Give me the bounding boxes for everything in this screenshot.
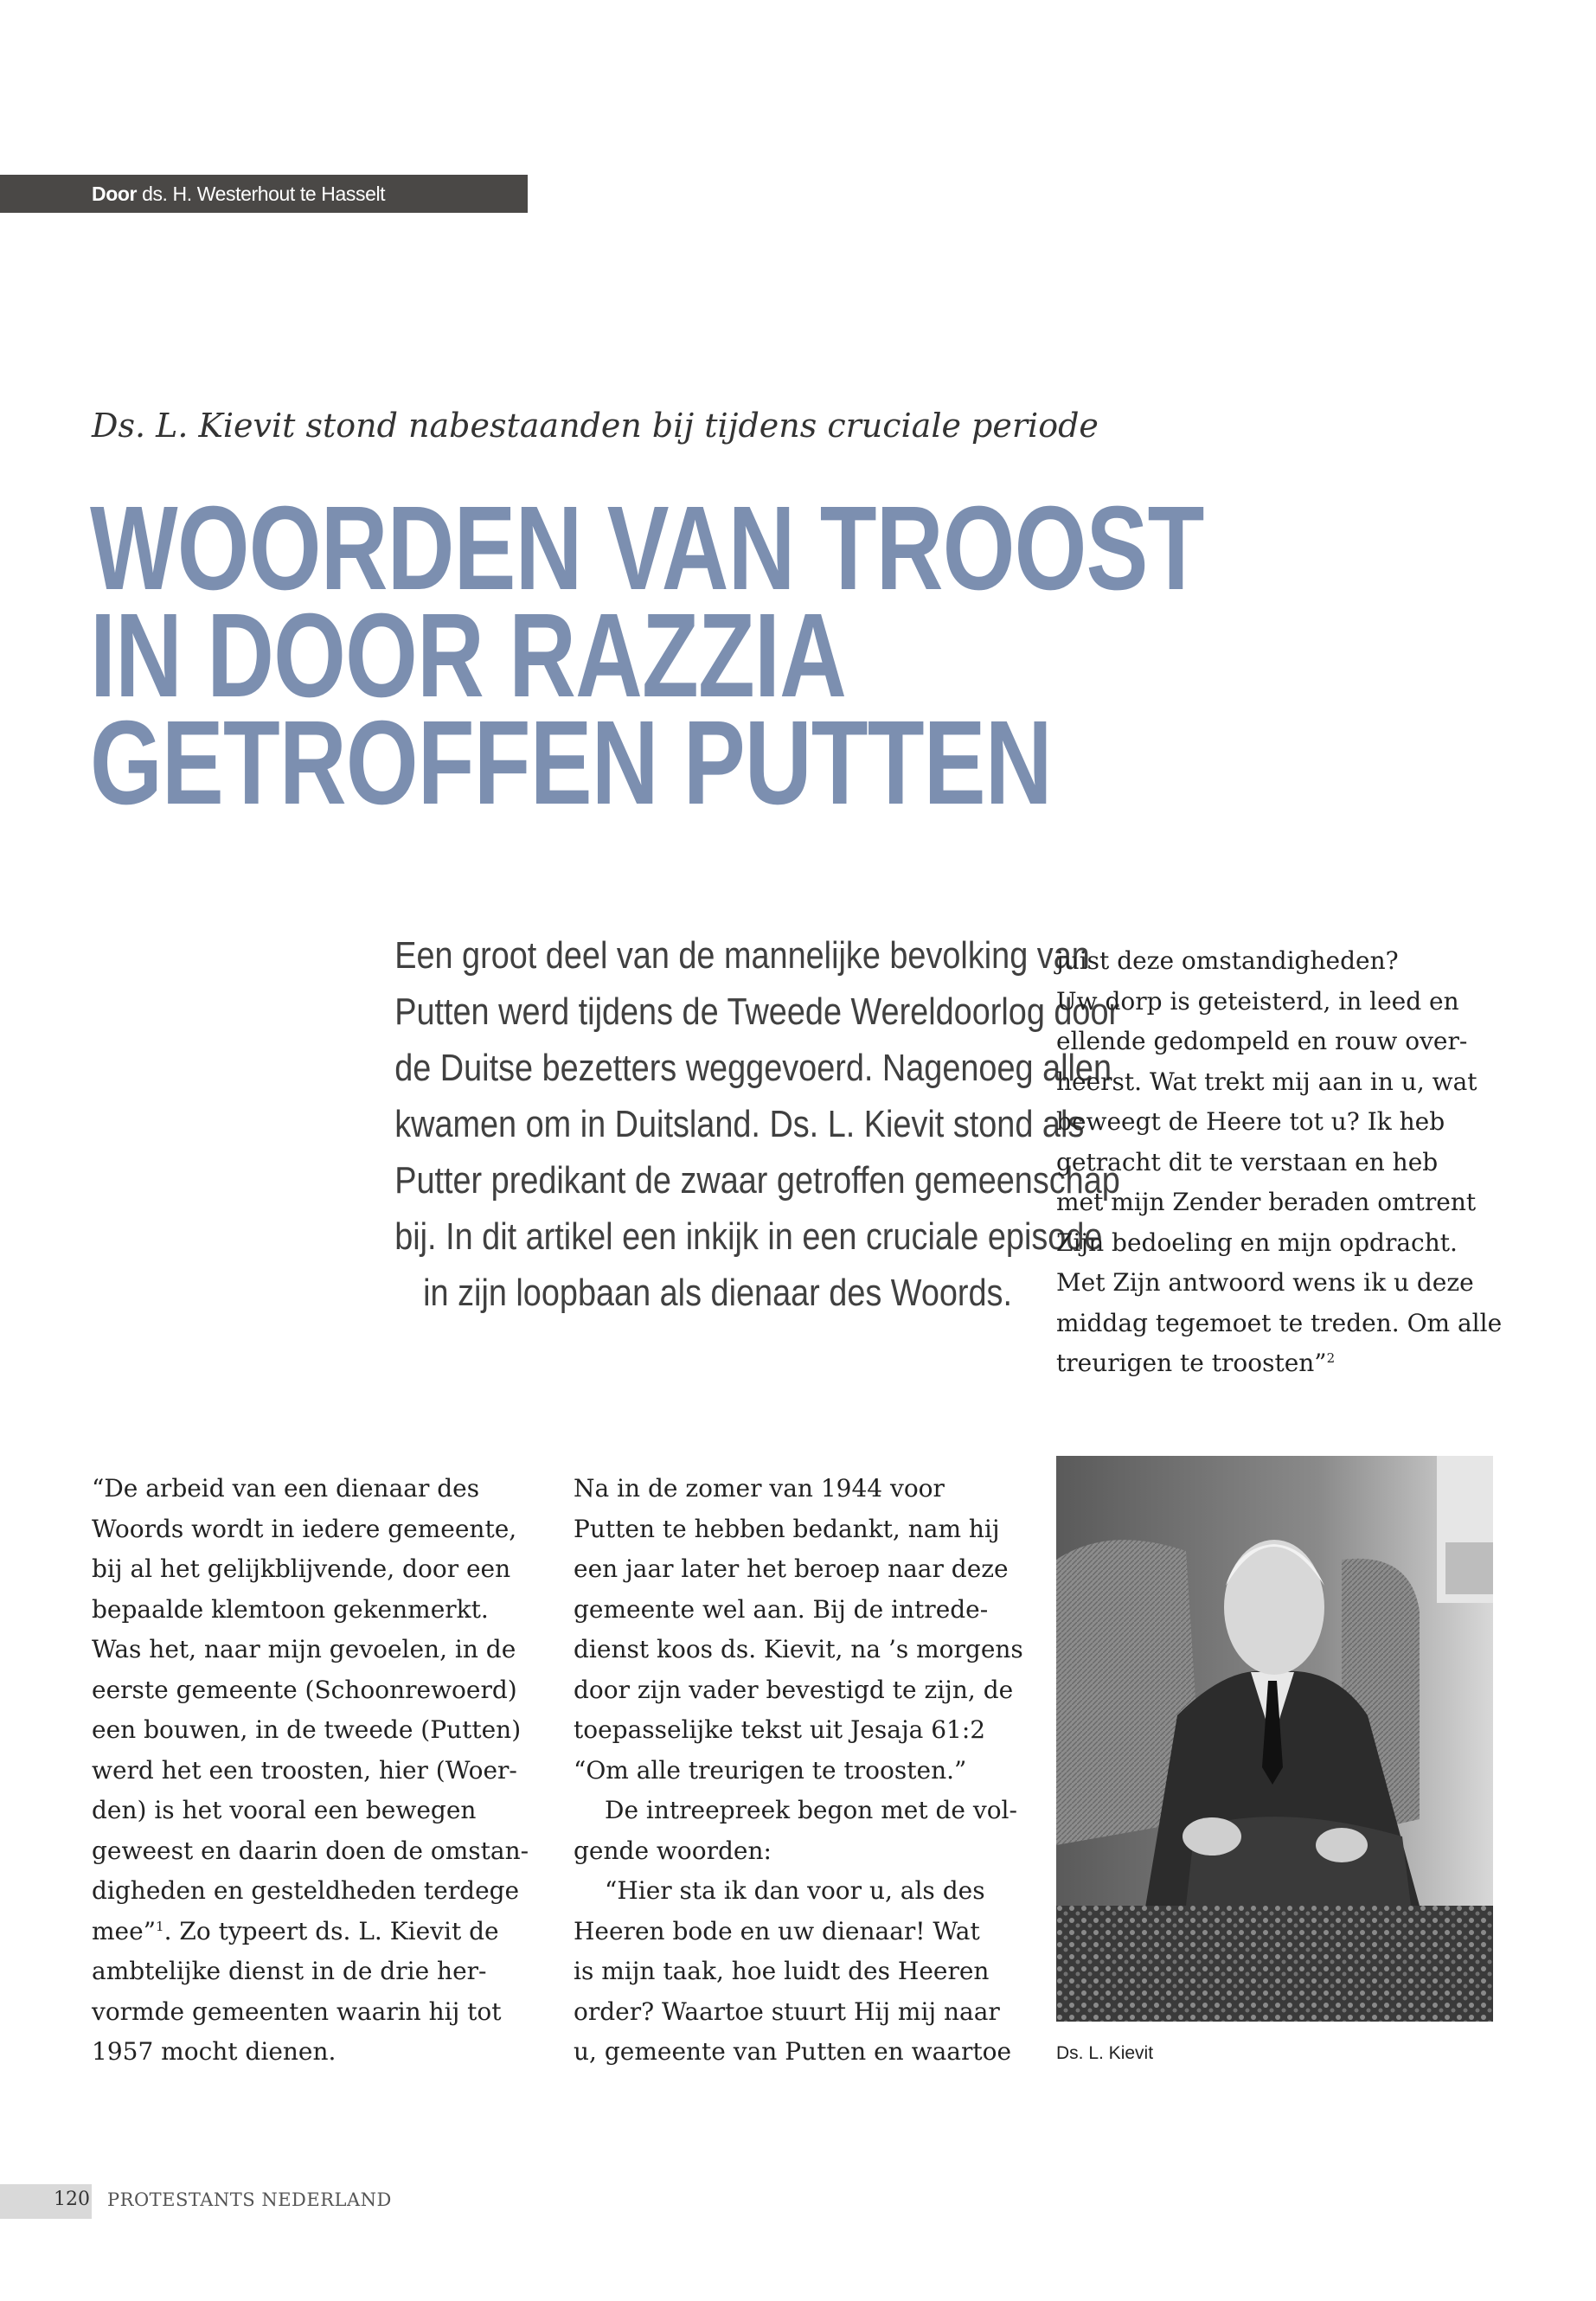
text-line: eerste gemeente (Schoonrewoerd) — [92, 1675, 517, 1704]
text-line: Uw dorp is geteisterd, in leed en — [1056, 986, 1459, 1016]
kicker: Ds. L. Kievit stond nabestaanden bij tijdens cruciale periode — [92, 407, 1099, 445]
text-line: is mijn taak, hoe luidt des Heeren — [574, 1957, 990, 1985]
text-line: “Om alle treurigen te troosten.” — [574, 1755, 967, 1785]
lede-line: Putter predikant de zwaar getroffen gemeenschap — [394, 1159, 1120, 1202]
byline-bar — [0, 175, 528, 213]
text-line: heerst. Wat trekt mij aan in u, wat — [1056, 1067, 1477, 1096]
lede-line: bij. In dit artikel een inkijk in een cruciale episode — [394, 1215, 1103, 1258]
text-line: order? Waartoe stuurt Hij mij naar — [574, 1997, 1000, 2026]
byline-label: Door — [92, 183, 138, 205]
text-line: 1957 mocht dienen. — [92, 2037, 337, 2066]
text-line: bij al het gelijkblijvende, door een — [92, 1554, 511, 1583]
left-column-text — [92, 1469, 529, 2073]
text-line: met mijn Zender beraden omtrent — [1056, 1188, 1477, 1216]
text-line: ellende gedompeld en rouw over- — [1056, 1027, 1468, 1055]
title-line: IN DOOR RAZZIA — [90, 589, 847, 722]
text-line: middag tegemoet te treden. Om alle — [1056, 1308, 1503, 1337]
page-number: 120 — [54, 2189, 90, 2210]
text-line: De intreepreek begon met de vol- — [605, 1796, 1017, 1824]
text-line: een jaar later het beroep naar deze — [574, 1554, 1009, 1583]
text-line: gende woorden: — [574, 1836, 772, 1865]
portrait-illustration — [1056, 1456, 1493, 2022]
lede-line: kwamen om in Duitsland. Ds. L. Kievit stond als — [394, 1103, 1085, 1145]
text-line: getracht dit te verstaan en heb — [1056, 1147, 1439, 1176]
text-line: Putten te hebben bedankt, nam hij — [574, 1514, 1000, 1543]
text-line: een bouwen, in de tweede (Putten) — [92, 1715, 522, 1744]
text-line: Woords wordt in iedere gemeente, — [92, 1514, 517, 1543]
text-line: digheden en gesteldheden terdege — [92, 1876, 520, 1905]
portrait-photo — [1056, 1456, 1493, 2022]
text-line: ambtelijke dienst in de drie her- — [92, 1957, 487, 1985]
text-line: u, gemeente van Putten en waartoe — [574, 2037, 1012, 2066]
footnote-ref: 2 — [1326, 1350, 1336, 1366]
text-line: bepaalde klemtoon gekenmerkt. — [92, 1594, 489, 1624]
text-line: toepasselijke tekst uit Jesaja 61:2 — [574, 1715, 986, 1744]
text-line: Met Zijn antwoord wens ik u deze — [1056, 1268, 1474, 1297]
lede-line: Een groot deel van de mannelijke bevolking van — [394, 934, 1090, 977]
title-line: GETROFFEN PUTTEN — [90, 696, 1052, 830]
text-line: “De arbeid van een dienaar des — [92, 1474, 480, 1503]
text-line: vormde gemeenten waarin hij tot — [92, 1997, 502, 2026]
text-line: geweest en daarin doen de omstan- — [92, 1836, 529, 1865]
text-fragment: mee” — [92, 1916, 157, 1945]
text-fragment: treurigen te troosten” — [1056, 1349, 1327, 1377]
publication-name: PROTESTANTS NEDERLAND — [107, 2189, 392, 2210]
lede-line: de Duitse bezetters weggevoerd. Nagenoeg allen — [394, 1047, 1112, 1089]
text-line: “Hier sta ik dan voor u, als des — [605, 1876, 985, 1905]
lede-line: in zijn loopbaan als dienaar des Woords. — [423, 1272, 1012, 1314]
text-line — [92, 1912, 529, 1952]
article-title — [90, 482, 1204, 830]
text-line: Was het, naar mijn gevoelen, in de — [92, 1635, 516, 1663]
text-line: den) is het vooral een bewegen — [92, 1796, 477, 1824]
text-line: gemeente wel aan. Bij de intrede- — [574, 1594, 989, 1624]
photo-caption: Ds. L. Kievit — [1056, 2043, 1154, 2063]
lede-line: Putten werd tijdens de Tweede Wereldoorlog door — [394, 990, 1120, 1033]
text-line: Zijn bedoeling en mijn opdracht. — [1056, 1227, 1458, 1257]
text-line: beweegt de Heere tot u? Ik heb — [1056, 1107, 1445, 1136]
middle-column-text — [574, 1469, 1023, 2073]
text-fragment: . Zo typeert ds. L. Kievit de — [163, 1916, 499, 1945]
footnote-ref: 1 — [156, 1918, 164, 1934]
text-line: dienst koos ds. Kievit, na ’s morgens — [574, 1635, 1023, 1663]
text-line: door zijn vader bevestigd te zijn, de — [574, 1675, 1014, 1704]
text-line: Na in de zomer van 1944 voor — [574, 1474, 945, 1503]
text-line: juist deze omstandigheden? — [1056, 946, 1399, 975]
right-column-text — [1056, 941, 1502, 1384]
text-line — [1056, 1343, 1502, 1384]
lede — [294, 927, 1120, 1321]
byline-author: ds. H. Westerhout te Hasselt — [142, 183, 386, 205]
title-line: WOORDEN VAN TROOST — [90, 482, 1204, 615]
text-line: Heeren bode en uw dienaar! Wat — [574, 1916, 980, 1945]
text-line: werd het een troosten, hier (Woer- — [92, 1755, 517, 1785]
